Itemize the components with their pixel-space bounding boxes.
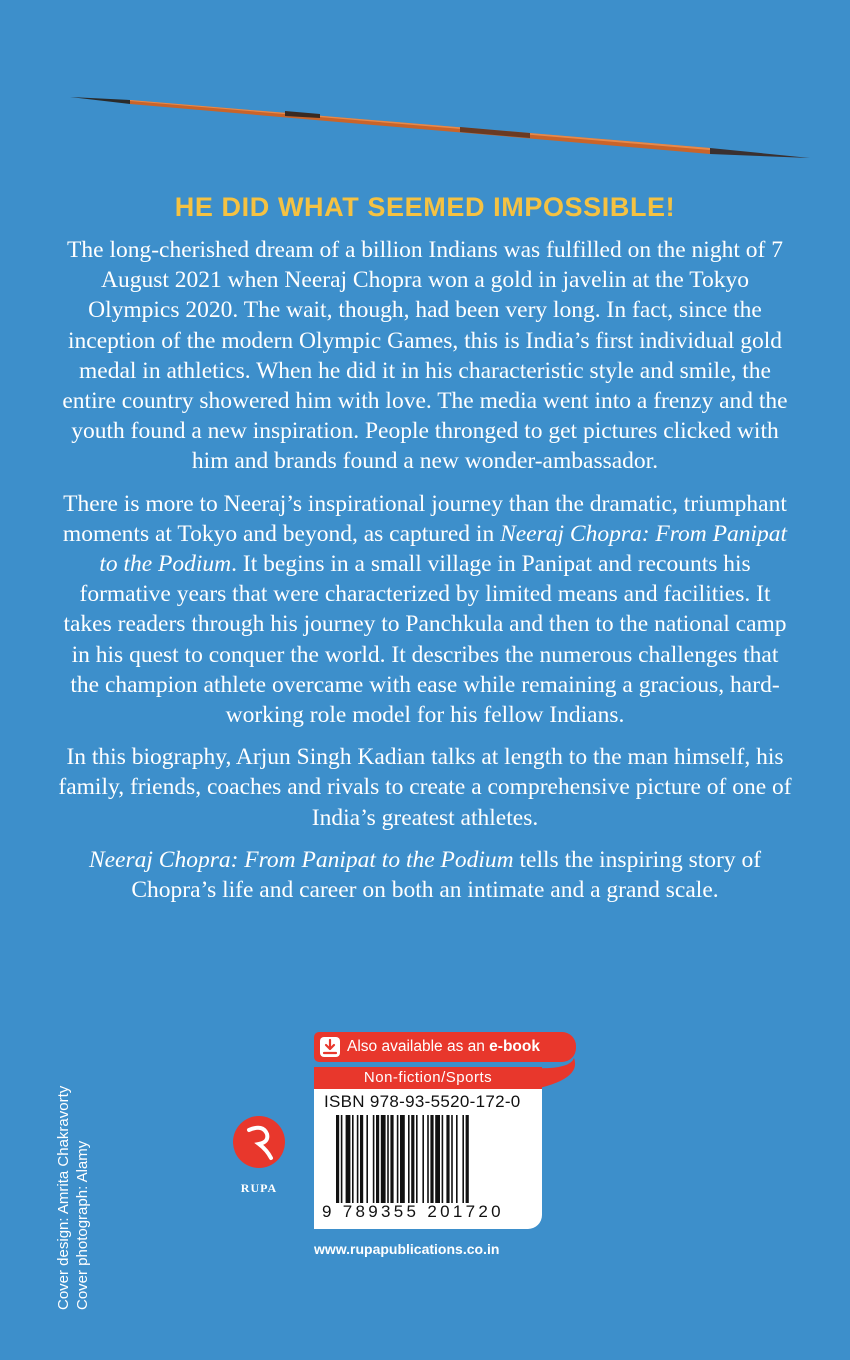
blurb-paragraph-2: [55, 489, 795, 731]
download-icon: [319, 1036, 341, 1058]
barcode-number: 9 789355 201720: [322, 1202, 504, 1221]
book-title: Neeraj Chopra: From Panipat to the Podium: [88, 846, 514, 873]
credit-design: Cover design: Amrita Chakravorty: [55, 1085, 72, 1310]
isbn: ISBN 978-93-5520-172-0: [324, 1092, 521, 1111]
blurb-paragraph-3: In this biography, Arjun Singh Kadian talks at length to the man himself, his family, friends, coaches and rivals to create a comprehensive picture of one of India’s greatest athletes.: [58, 744, 792, 831]
credit-photo: Cover photograph: Alamy: [74, 1140, 91, 1310]
cover-credits: [54, 1086, 92, 1310]
barcode-box: [314, 1089, 542, 1229]
blurb: [55, 235, 795, 917]
logo-label: RUPA: [240, 1181, 278, 1195]
blurb-paragraph-1: The long-cherished dream of a billion Indians was fulfilled on the night of 7 August 2021 when Neeraj Chopra won a gold in javelin at the Tokyo Olympics 2020. The wait, though, had been very long. In fact, since the inception of the modern Olympic Games, this is India’s first individual gold medal in athletics. When he did it in his characteristic style and smile, the entire country showered him with love. The media went into a frenzy and the youth found a new inspiration. People thronged to get pictures clicked with him and brands found a new wonder-ambassador.: [62, 237, 788, 475]
blurb-p2-start: There is more to Neeraj’s inspirational journey than the dramatic, triumphant moments at Tokyo and beyond, as captured in: [62, 490, 787, 547]
javelin-image: [70, 92, 810, 162]
rupa-logo-icon: [229, 1112, 289, 1172]
rupa-logo: [229, 1112, 289, 1196]
headline: HE DID WHAT SEEMED IMPOSSIBLE!: [174, 192, 676, 222]
ebook-text: Also available as an e-book: [347, 1038, 540, 1055]
blurb-p4-end: tells the inspiring story of Chopra’s life and career on both an intimate and a grand scale.: [131, 846, 762, 904]
publisher-url: www.rupapublications.co.in: [314, 1241, 500, 1257]
book-title: Neeraj Chopra: From Panipat to the Podium: [99, 520, 788, 578]
ebook-bold: e-book: [489, 1038, 540, 1055]
genre-label: Non-fiction/Sports: [314, 1067, 542, 1089]
barcode: [336, 1115, 532, 1203]
blurb-p2-end: . It begins in a small village in Panipat and recounts his formative years that were characterized by limited means and facilities. It takes readers through his journey to Panchkula and then to the national camp in his quest to conquer the world. It describes the numerous challenges that the champion athlete overcame with ease while remaining a gracious, hard-working role model for his fellow Indians.: [63, 551, 787, 729]
blurb-paragraph-4: [55, 845, 795, 905]
